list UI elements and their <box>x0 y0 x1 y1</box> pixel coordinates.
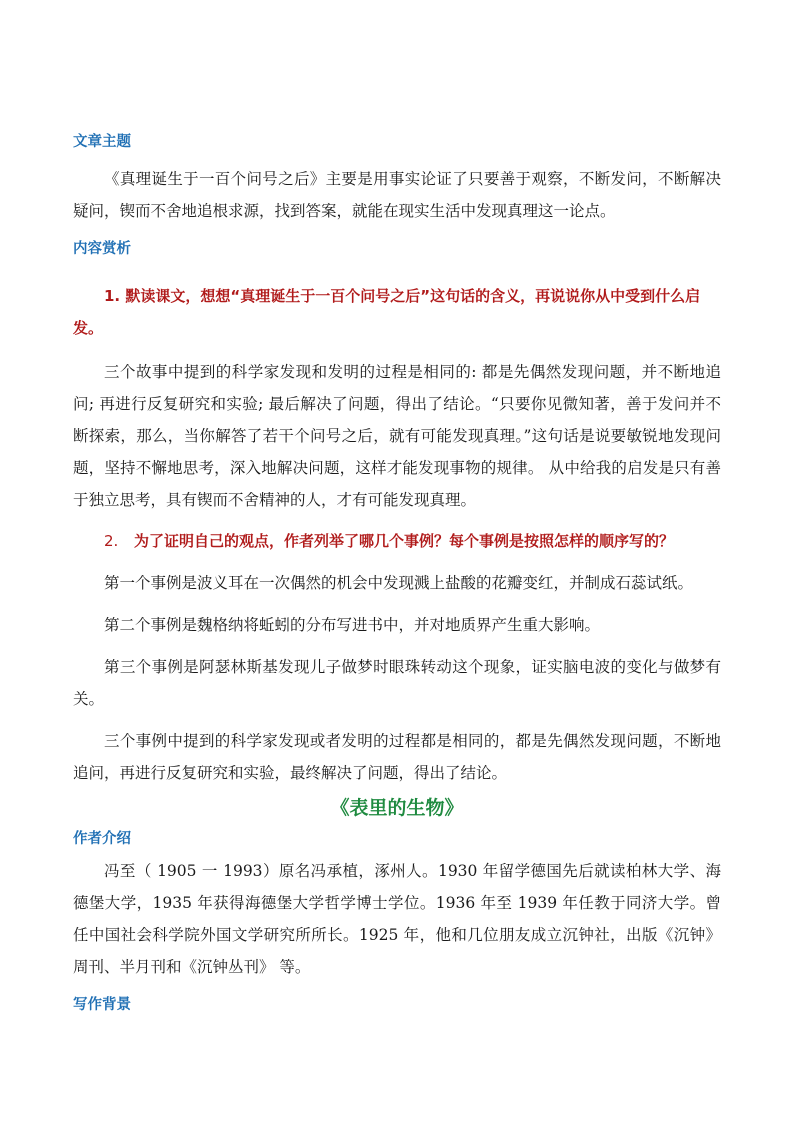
article-title: 《表里的生物》 <box>330 797 464 819</box>
theme-paragraph: 《真理诞生于一百个问号之后》主要是用事实论证了只要善于观察，不断发问，不断解决疑问，锲而不舍地追根求源，找到答案，就能在现实生活中发现真理这一论点。 <box>73 170 721 220</box>
answer-2-summary: 三个事例中提到的科学家发现或者发明的过程都是相同的，都是先偶然发现问题，不断地追问，再进行反复研究和实验，最终解决了问题，得出了结论。 <box>73 732 721 782</box>
page-content <box>73 128 721 1015</box>
answer-2-example-1: 第一个事例是波义耳在一次偶然的机会中发现溅上盐酸的花瓣变红，并制成石蕊试纸。 <box>104 574 694 592</box>
analysis-heading: 内容赏析 <box>73 241 131 257</box>
author-heading: 作者介绍 <box>73 831 131 847</box>
question-2 <box>73 525 721 557</box>
answer-2-example-3: 第三个事例是阿瑟林斯基发现儿子做梦时眼珠转动这个现象，证实脑电波的变化与做梦有关。 <box>73 658 721 708</box>
question-1: 1. 默读课文，想想“真理诞生于一百个问号之后”这句话的含义，再说说你从中受到什么启发。 <box>73 287 701 337</box>
question-2-number: 2. <box>104 532 119 550</box>
author-paragraph: 冯至（ 1905 一 1993）原名冯承植，涿州人。1930 年留学德国先后就读柏林大学、海德堡大学，1935 年获得海德堡大学哲学博士学位。1936 年至 1939 年任教于同济大学。曾任中国社会科学院外国文学研究所所长。1925 年，他和几位朋友成立沉钟社，出版《沉钟》周刊、半月刊和《沉钟丛刊》 等。 <box>73 862 721 976</box>
answer-2-example-2: 第二个事例是魏格纳将蚯蚓的分布写进书中，并对地质界产生重大影响。 <box>104 616 601 634</box>
answer-1: 三个故事中提到的科学家发现和发明的过程是相同的: 都是先偶然发现问题，并不断地追问; 再进行反复研究和实验; 最后解决了问题，得出了结论。“只要你见微知著，善于发问并不断探索，那么，当你解答了若干个问号之后，就有可能发现真理。”这句话是说要敏锐地发现问题，坚持不懈地思考，深入地解决问题，这样才能发现事物的规律。 从中给我的启发是只有善于独立思考，具有锲而不舍精神的人，才有可能发现真理。 <box>73 363 721 509</box>
question-2-text: 为了证明自己的观点，作者列举了哪几个事例？每个事例是按照怎样的顺序写的？ <box>134 532 675 550</box>
background-heading: 写作背景 <box>73 997 131 1013</box>
theme-heading: 文章主题 <box>73 134 131 150</box>
